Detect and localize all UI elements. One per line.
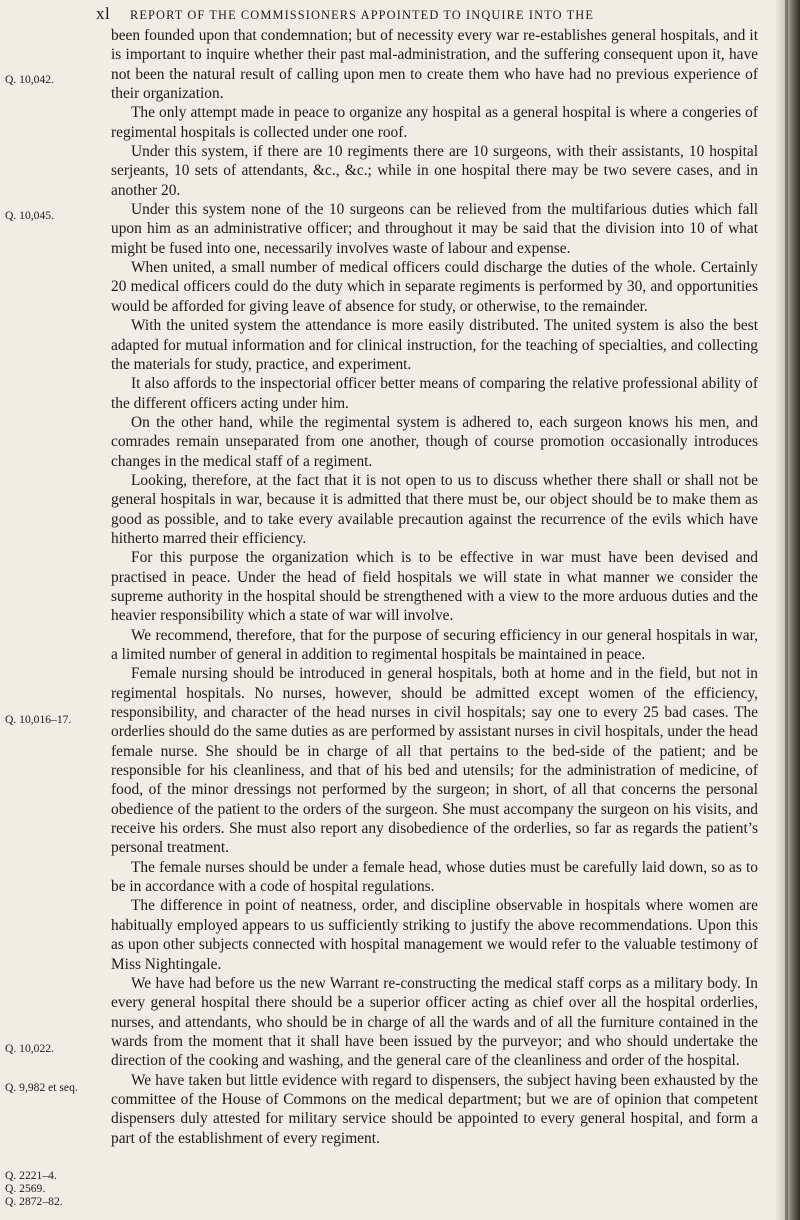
paragraph: We have had before us the new Warrant re-constructing the medical staff corps as a military body. In every general hospital there should be a superior officer acting as chief over all the hospital orderlies, nurses, and attendants, who should be in charge of all the wards and of all the furniture contained in the wards from the moment that it shall have been issued by the purveyor; and who should undertake the direction of the cooking and washing, and the general care of the cleanliness and order of the hospital. <box>111 974 758 1070</box>
paragraph: Under this system, if there are 10 regiments there are 10 surgeons, with their assistants, 10 hospital serjeants, 10 sets of attendants, &c., &c.; while in one hospital there may be two severe cases, and in another 20. <box>111 143 758 199</box>
running-head: REPORT OF THE COMMISSIONERS APPOINTED TO INQUIRE INTO THE <box>130 8 595 22</box>
paragraph: For this purpose the organization which is to be effective in war must have been devised and practised in peace. Under the head of field hospitals we will state in what manner we consider the supreme authority in the hospital should be strengthened with a view to the more arduous duties and the heavier responsibility which a state of war will involve. <box>111 549 758 625</box>
paragraph: Looking, therefore, at the fact that it is not open to us to discuss whether there shall or shall not be general hospitals in war, because it is admitted that there must be, our object should be to make them as good as possible, and to take every available precaution against the recurrence of the evils which have hitherto marred their efficiency. <box>111 471 758 547</box>
paragraph: The difference in point of neatness, order, and discipline observable in hospitals where women are habitually employed appears to us sufficiently striking to justify the above recommendations. Upon this as upon other subjects connected with hospital management we would refer to the valuable testimony of Miss Nightingale. <box>111 897 758 973</box>
page-edge-line <box>785 0 788 1220</box>
margin-note: Q. 9,982 et seq. <box>5 1081 78 1094</box>
paragraph: The only attempt made in peace to organize any hospital as a general hospital is where a congeries of regimental hospitals is collected under one roof. <box>111 104 758 141</box>
margin-note: Q. 2872–82. <box>5 1195 63 1208</box>
paragraph: We have taken but little evidence with regard to dispensers, the subject having been exhausted by the committee of the House of Commons on the medical department; but we are of opinion that competent dispensers duly attested for military service should be appointed to every general hospital, and form a part of the establishment of every regiment. <box>111 1071 758 1147</box>
paragraph: The female nurses should be under a female head, whose duties must be carefully laid down, so as to be in accordance with a code of hospital regulations. <box>111 858 758 896</box>
margin-note: Q. 2569. <box>5 1182 46 1195</box>
paragraph: been founded upon that condemnation; but of necessity every war re-establishes general hospitals, and it is important to inquire whether their past mal-administration, and the suffering consequent upon it, have not been the natural result of calling upon men to create them who have had no previous experience of their organization. <box>111 27 758 103</box>
margin-note: Q. 10,045. <box>5 209 54 222</box>
margin-notes <box>0 0 110 1220</box>
margin-note: Q. 2221–4. <box>5 1169 57 1182</box>
paragraph: On the other hand, while the regimental system is adhered to, each surgeon knows his men, and comrades remain unseparated from one another, though of course promotion occasionally introduces changes in the medical staff of a regiment. <box>111 413 758 470</box>
page-edge-shadow <box>776 0 800 1220</box>
paragraph: We recommend, therefore, that for the purpose of securing efficiency in our general hospitals in war, a limited number of general in addition to regimental hospitals be maintained in peace. <box>111 626 758 663</box>
margin-note: Q. 10,042. <box>5 73 54 86</box>
page-number: xl <box>96 4 111 23</box>
paragraph: It also affords to the inspectorial officer better means of comparing the relative professional ability of the different officers acting under him. <box>111 375 758 412</box>
margin-note: Q. 10,016–17. <box>5 713 72 726</box>
paragraph: When united, a small number of medical officers could discharge the duties of the whole. Certainly 20 medical officers could do the duty which in separate regiments is performed by 30, and opportunities would be afforded for giving leave of absence for study, or otherwise, to the remainder. <box>111 259 758 315</box>
paragraph: Female nursing should be introduced in general hospitals, both at home and in the field, but not in regimental hospitals. No nurses, however, should be admitted except women of the efficiency, responsibility, and character of the head nurses in civil hospitals; say one to every 25 bad cases. The orderlies should do the same duties as are performed by assistant nurses in civil hospitals, under the head female nurse. She should be in charge of all that pertains to the bed-side of the patient; and be responsible for his cleanliness, and that of his bed and utensils; for the administration of medicine, of food, of the minor dressings not performed by the surgeon; in short, of all that concerns the personal obedience of the patient to the orders of the surgeon. She must accompany the surgeon on his visits, and receive his orders. She must also report any disobedience of the orderlies, so far as regards the patient’s personal treatment. <box>111 665 758 857</box>
body-text <box>111 26 758 1148</box>
margin-note: Q. 10,022. <box>5 1042 54 1055</box>
paragraph: With the united system the attendance is more easily distributed. The united system is also the best adapted for mutual information and for clinical instruction, for the teaching of specialties, and collecting the materials for study, practice, and experiment. <box>111 317 758 373</box>
paragraph: Under this system none of the 10 surgeons can be relieved from the multifarious duties which fall upon him as an administrative officer; and throughout it may be said that the division into 10 of what might be fused into one, necessarily involves waste of labour and expense. <box>111 201 758 257</box>
